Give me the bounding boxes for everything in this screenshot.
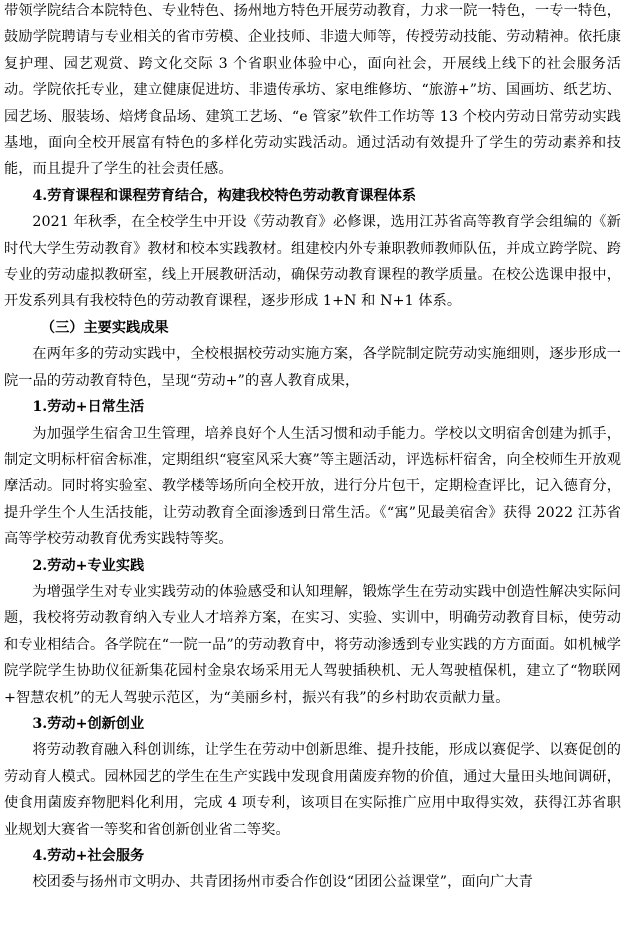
paragraph-social-service: 校团委与扬州市文明办、共青团扬州市委合作创设“团团公益课堂”，面向广大青 — [32, 874, 533, 891]
paragraph-college-characteristics: 带领学院结合本院特色、专业特色、扬州地方特色开展劳动教育，力求一院一特色，一专一特色，鼓励学院聘请与专业相关的省市劳模、企业技师、非遗大师等，传授劳动技能、劳动精神。依托康复护理、园艺观赏、跨文化交际 3 个省职业体验中心，面向社会，开展线上线下的社会服务活动。学院依托专业，建立健康促进坊、非遗传承坊、家电维修坊、“旅游+”坊、国画坊、纸艺坊、园艺场、服装场、焙烤食品场、建筑工艺场、“e 管家”软件工作坊等 13 个校内劳动日常劳动实践基地，面向全校开展富有特色的多样化劳动实践活动。通过活动有效提升了学生的劳动素养和技能，而且提升了学生的社会责任感。 — [4, 3, 621, 178]
paragraph-daily-life: 为加强学生宿舍卫生管理，培养良好个人生活习惯和动手能力。学校以文明宿舍创建为抓手，制定文明标杆宿舍标准，定期组织“寝室风采大赛”等主题活动，评选标杆宿舍，向全校师生开放观摩活动。同时将实验室、教学楼等场所向全校开放，进行分片包干，定期检查评比，记入德育分，提升学生个人生活技能，让劳动教育全面渗透到日常生活。《“寓”见最美宿舍》获得 2022 江苏省高等学校劳动教育优秀实践特等奖。 — [4, 425, 621, 548]
heading-labor-social-service: 4.劳动+社会服务 — [32, 848, 145, 864]
document-page — [4, 0, 621, 896]
heading-labor-daily-life: 1.劳动+日常生活 — [32, 399, 145, 416]
paragraph-professional-practice: 为增强学生对专业实践劳动的体验感受和认知理解，锻炼学生在劳动实践中创造性解决实际问题，我校将劳动教育纳入专业人才培养方案，在实习、实验、实训中，明确劳动教育目标，使劳动和专业相结合。各学院在“一院一品”的劳动教育中，将劳动渗透到专业实践的方方面面。如机械学院学院学生协助仪征新集花园村金泉农场采用无人驾驶插秧机、无人驾驶植保机，建立了“物联网+智慧农机”的无人驾驶示范区，为“美丽乡村，振兴有我”的乡村助农贡献力量。 — [4, 583, 621, 706]
section-heading-main-achievements: （三）主要实践成果 — [40, 319, 169, 336]
heading-labor-innovation: 3.劳动+创新创业 — [32, 715, 145, 732]
paragraph-labor-course: 2021 年秋季，在全校学生中开设《劳动教育》必修课，选用江苏省高等教育学会组编的《新时代大学生劳动教育》教材和校本实践教材。组建校内外专兼职教师教师队伍，并成立跨学院、跨专业的劳动虚拟教研室，线上开展教研活动，确保劳动教育课程的教学质量。在校公选课申报中，开发系列具有我校特色的劳动教育课程，逐步形成 1+N 和 N+1 体系。 — [4, 214, 621, 310]
heading-labor-professional-practice: 2.劳动+专业实践 — [32, 557, 145, 574]
paragraph-innovation: 将劳动教育融入科创训练，让学生在劳动中创新思维、提升技能，形成以赛促学、以赛促创的劳动育人模式。园林园艺的学生在生产实践中发现食用菌废弃物的价值，通过大量田头地间调研，使食用菌废弃物肥料化利用，完成 4 项专利，该项目在实际推广应用中取得实效，获得江苏省职业规划大赛省一等奖和省创新创业省二等奖。 — [4, 742, 621, 838]
heading-labor-curriculum: 4.劳育课程和课程劳育结合，构建我校特色劳动教育课程体系 — [32, 187, 417, 204]
paragraph-achievements-intro: 在两年多的劳动实践中，全校根据校劳动实施方案，各学院制定院劳动实施细则，逐步形成一院一品的劳动教育特色，呈现“劳动+”的喜人教育成果， — [4, 346, 621, 389]
